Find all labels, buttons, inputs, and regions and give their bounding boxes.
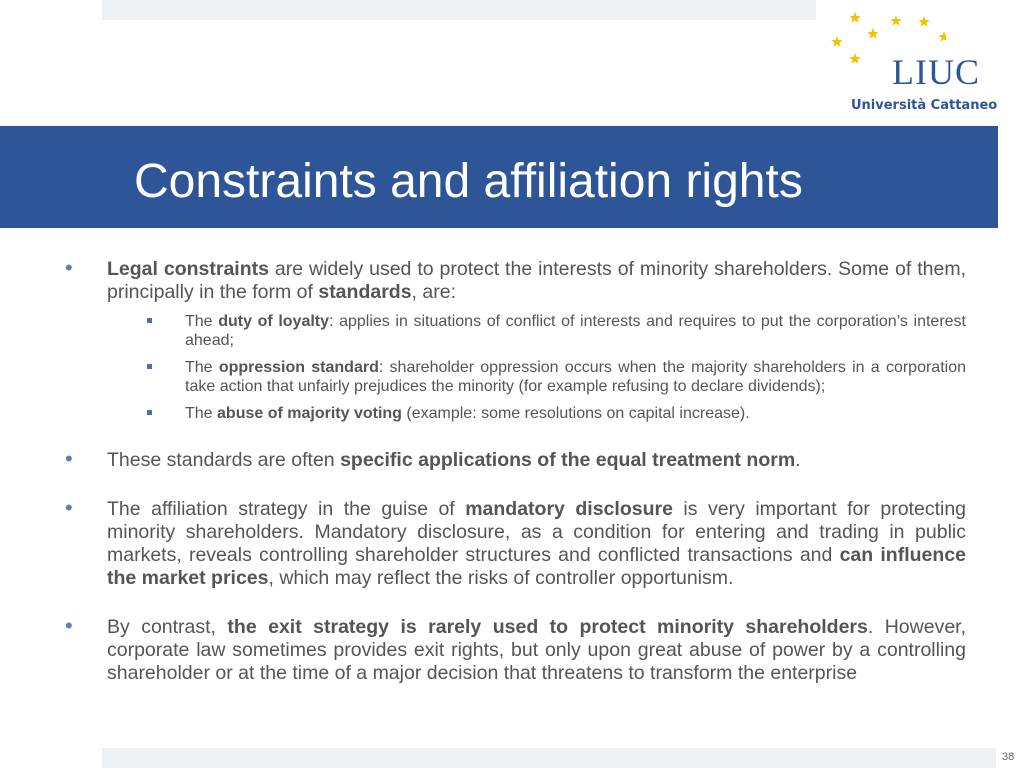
bullet-text: are widely used to protect the interests of minority shareholders. Some of them, principally in the form of — [107, 258, 966, 303]
bullet-icon: • — [65, 255, 73, 280]
star-icon — [938, 31, 946, 42]
title-bar — [0, 126, 998, 228]
bullet-text-bold: mandatory disclosure — [465, 498, 673, 520]
bullet-text-bold: Legal constraints — [107, 258, 269, 280]
bullet-text: By contrast, — [107, 616, 228, 638]
star-icon — [849, 12, 861, 23]
sub-bullet-oppression-standard — [185, 358, 966, 396]
bullet-exit-strategy — [65, 613, 966, 685]
bullet-equal-treatment — [65, 446, 966, 472]
star-icon — [867, 28, 879, 39]
page-number: 38 — [1002, 751, 1015, 763]
bullet-text-bold: specific applications of the equal treatment norm — [340, 449, 796, 471]
sub-bullet-duty-of-loyalty — [185, 312, 966, 350]
star-icon — [831, 36, 843, 47]
top-band — [102, 0, 816, 20]
sub-bullet-abuse-of-majority-voting — [185, 404, 966, 423]
star-icon — [849, 53, 861, 64]
bullet-text: , which may reflect the risks of controller opportunism. — [268, 567, 734, 589]
bullet-mandatory-disclosure — [65, 495, 967, 590]
sub-bullet-text: The — [185, 405, 218, 422]
bullet-text-bold: standards — [318, 281, 412, 303]
bullet-text-bold: the exit strategy is rarely used to protect minority shareholders — [227, 616, 868, 638]
square-bullet-icon — [147, 318, 152, 323]
sub-bullet-text: : shareholder oppression occurs when the majority shareholders in a corporation take action that unfairly prejudices the minority (for example refusing to declare dividends); — [185, 359, 966, 395]
star-icon — [890, 15, 902, 26]
square-bullet-icon — [147, 364, 152, 369]
bullet-text: is very important for protecting minority shareholders. Mandatory disclosure, as a condition for entering and trading in public markets, reveals controlling shareholder structures and conflicted transactions and — [107, 498, 967, 566]
bullet-text: , are: — [411, 281, 456, 303]
bottom-band — [102, 748, 996, 768]
sub-bullet-text-bold: duty of loyalty — [218, 313, 330, 330]
bullet-text: . — [795, 449, 801, 471]
liuc-logo — [826, 8, 996, 120]
logo-subtitle: Università Cattaneo — [851, 98, 998, 113]
slide-title: Constraints and affiliation rights — [134, 155, 803, 208]
star-icon — [918, 16, 930, 27]
sub-bullet-text: : applies in situations of conflict of interests and requires to put the corporation’s interest ahead; — [185, 313, 967, 349]
bullet-icon: • — [65, 495, 73, 520]
slide-body — [0, 255, 1024, 685]
bullet-text: These standards are often — [107, 449, 341, 471]
bullet-icon: • — [65, 613, 73, 638]
sub-bullet-text: The — [185, 313, 219, 330]
square-bullet-icon — [147, 410, 152, 415]
sub-bullet-text: (example: some resolutions on capital increase). — [401, 405, 750, 422]
logo-wordmark: LIUC — [892, 52, 980, 92]
bullet-text-bold: can influence the market prices — [107, 544, 966, 589]
bullet-text: The affiliation strategy in the guise of — [107, 498, 466, 520]
sub-bullet-text-bold: oppression standard — [218, 359, 379, 376]
bullet-icon: • — [65, 446, 73, 471]
bullet-legal-constraints — [65, 255, 966, 304]
sub-bullet-text: The — [185, 359, 219, 376]
sub-bullet-text-bold: abuse of majority voting — [217, 405, 402, 422]
bullet-text: . However, corporate law sometimes provides exit rights, but only upon great abuse of power by a controlling shareholder or at the time of a major decision that threatens to transform the enterprise — [107, 616, 966, 684]
